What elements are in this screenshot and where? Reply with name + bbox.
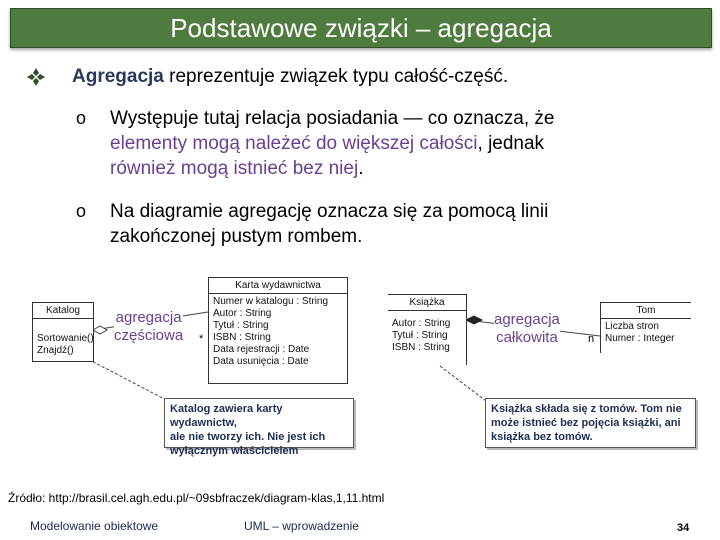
note-line: wyłącznym właścicielem <box>170 445 299 457</box>
multiplicity-n: n <box>588 333 595 345</box>
class-name: Katalog <box>33 303 93 319</box>
class-name: Książka <box>388 295 466 311</box>
footer-course: Modelowanie obiektowe <box>30 519 159 533</box>
hollow-diamond-icon <box>93 326 107 334</box>
class-attr: ISBN : String <box>392 342 450 353</box>
class-attr: ISBN : String <box>213 332 271 343</box>
page-number: 34 <box>677 522 690 534</box>
class-attr: Liczba stron <box>605 321 659 332</box>
note-link-left <box>84 357 170 402</box>
class-attr: Data rejestracji : Date <box>213 344 310 355</box>
sub1-line1: Występuje tutaj relacja posiadania — co oznacza, że <box>110 108 555 129</box>
label-agregacja-calkowita <box>494 311 560 347</box>
uml-class-ksiazka <box>388 294 467 365</box>
note-line: może istnieć bez pojęcia książki, ani <box>491 417 681 429</box>
class-attr: Numer : Integer <box>605 333 675 344</box>
uml-class-katalog <box>32 302 94 362</box>
note-line: książka bez tomów. <box>491 431 593 443</box>
sub1-line2-rest: , jednak <box>477 133 545 154</box>
class-attr: Autor : String <box>392 318 451 329</box>
slide-title: Podstawowe związki – agregacja <box>170 12 552 43</box>
note-line: ale nie tworzy ich. Nie jest ich <box>170 431 326 443</box>
class-op: Znajdź() <box>37 345 74 356</box>
label-line: całkowita <box>496 329 558 346</box>
sub-bullet-marker: o <box>76 201 87 221</box>
class-attr: Data usunięcia : Date <box>213 356 309 367</box>
label-line: agregacja <box>115 309 182 326</box>
sub2-line2: zakończonej pustym rombem. <box>110 226 363 247</box>
class-attr: Numer w katalogu : String <box>213 296 329 307</box>
uml-class-tom <box>600 302 691 353</box>
note-left <box>164 398 354 457</box>
note-line: Katalog zawiera karty wydawnictw, <box>170 403 283 429</box>
sub1-highlight-1: elementy mogą należeć do większej całości <box>110 133 478 154</box>
label-line: częściowa <box>114 327 184 344</box>
class-name: Karta wydawnictwa <box>209 278 347 294</box>
main-bullet-rest: reprezentuje związek typu całość-część. <box>163 66 509 87</box>
sub1-highlight-2: również mogą istnieć bez niej <box>110 158 359 179</box>
source-citation: Źródło: http://brasil.cel.agh.edu.pl/~09sbfraczek/diagram-klas,1,11.html <box>8 491 385 505</box>
sub1-line3-rest: . <box>358 158 364 179</box>
sub-bullet-marker: o <box>76 108 87 128</box>
uml-class-karta-wydawnictwa <box>208 277 348 384</box>
class-attr: Tytuł : String <box>213 320 269 331</box>
filled-diamond-icon <box>466 316 482 324</box>
label-agregacja-czesciowa <box>114 309 183 345</box>
class-attr: Tytuł : String <box>392 330 448 341</box>
class-attr: Autor : String <box>213 308 272 319</box>
class-name: Tom <box>601 303 691 319</box>
multiplicity-star: * <box>199 333 204 345</box>
note-link-right <box>440 366 490 404</box>
note-line: Książka składa się z tomów. Tom nie <box>491 403 682 415</box>
footer-topic: UML – wprowadzenie <box>244 519 359 533</box>
main-bullet-bold: Agregacja <box>72 66 164 87</box>
note-right <box>485 398 696 448</box>
class-op: Sortowanie() <box>37 333 94 344</box>
sub2-line1: Na diagramie agregację oznacza się za pomocą linii <box>110 201 549 222</box>
label-line: agregacja <box>494 311 560 328</box>
